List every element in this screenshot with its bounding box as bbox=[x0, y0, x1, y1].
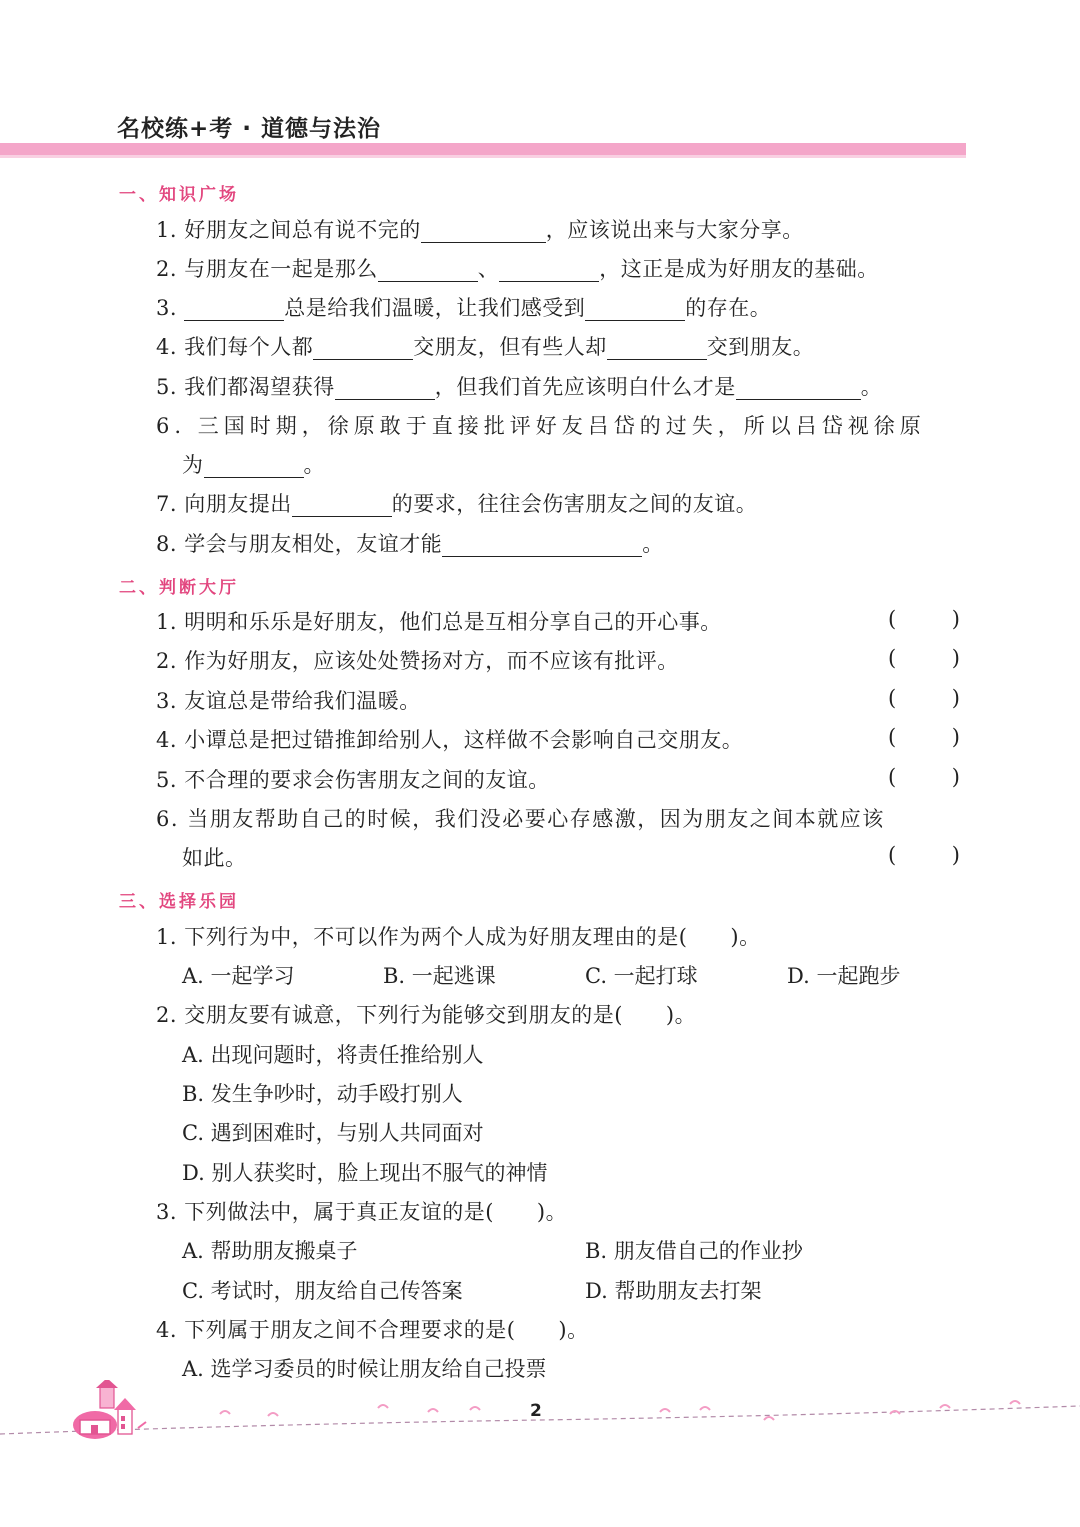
choice-option[interactable]: A. 选学习委员的时候让朋友给自己投票 bbox=[182, 1357, 547, 1381]
fill-question-4: 4. 我们每个人都 交朋友，但有些人却 交到朋友。 bbox=[156, 335, 815, 359]
answer-parentheses[interactable]: ( ) bbox=[888, 843, 960, 867]
fill-question-6: 6. 三国时期，徐原敢于直接批评好友吕岱的过失，所以吕岱视徐原 bbox=[156, 414, 926, 438]
fill-question-2: 2. 与朋友在一起是那么 、 ，这正是成为好朋友的基础。 bbox=[156, 257, 879, 281]
section-title-choice: 三、选择乐园 bbox=[119, 892, 239, 912]
header-bar bbox=[0, 143, 966, 158]
fill-question-3: 3. 总是给我们温暖，让我们感受到 的存在。 bbox=[156, 296, 772, 320]
fill-question-7: 7. 向朋友提出 的要求，往往会伤害朋友之间的友谊。 bbox=[156, 492, 758, 516]
answer-parentheses[interactable]: ( ) bbox=[888, 646, 960, 670]
fill-question-1: 1. 好朋友之间总有说不完的 ，应该说出来与大家分享。 bbox=[156, 218, 804, 242]
house-icon bbox=[73, 1380, 146, 1439]
choice-question-1: 1. 下列行为中，不可以作为两个人成为好朋友理由的是( )。 bbox=[156, 925, 761, 949]
answer-blank[interactable] bbox=[204, 453, 304, 478]
answer-blank[interactable] bbox=[442, 532, 642, 557]
answer-blank[interactable] bbox=[607, 335, 707, 360]
judge-question-6: 6. 当朋友帮助自己的时候，我们没必要心存感激，因为朋友之间本就应该 bbox=[156, 807, 885, 831]
choice-option[interactable]: A. 出现问题时，将责任推给别人 bbox=[182, 1043, 484, 1067]
section-title-knowledge: 一、知识广场 bbox=[119, 185, 239, 205]
page-header-title: 名校练+考 · 道德与法治 bbox=[117, 116, 382, 142]
section-title-judgement: 二、判断大厅 bbox=[119, 578, 239, 598]
choice-option[interactable]: D. 一起跑步 bbox=[787, 964, 901, 988]
fill-question-8: 8. 学会与朋友相处，友谊才能 。 bbox=[156, 532, 664, 556]
page-number: 2 bbox=[530, 1401, 542, 1421]
choice-option[interactable]: D. 别人获奖时，脸上现出不服气的神情 bbox=[182, 1161, 548, 1185]
choice-option[interactable]: D. 帮助朋友去打架 bbox=[585, 1279, 762, 1303]
choice-question-3: 3. 下列做法中，属于真正友谊的是( )。 bbox=[156, 1200, 568, 1224]
answer-parentheses[interactable]: ( ) bbox=[888, 686, 960, 710]
choice-option[interactable]: B. 发生争吵时，动手殴打别人 bbox=[182, 1082, 463, 1106]
judge-question-3: 3. 友谊总是带给我们温暖。 bbox=[156, 689, 421, 713]
answer-parentheses[interactable]: ( ) bbox=[888, 725, 960, 749]
choice-option[interactable]: C. 遇到困难时，与别人共同面对 bbox=[182, 1121, 484, 1145]
answer-blank[interactable] bbox=[736, 375, 861, 400]
answer-parentheses[interactable]: ( ) bbox=[888, 765, 960, 789]
judge-question-6-cont: 如此。 bbox=[182, 846, 247, 870]
answer-blank[interactable] bbox=[292, 492, 392, 517]
fill-question-6-cont: 为 。 bbox=[182, 453, 325, 477]
judge-question-5: 5. 不合理的要求会伤害朋友之间的友谊。 bbox=[156, 768, 550, 792]
judge-question-1: 1. 明明和乐乐是好朋友，他们总是互相分享自己的开心事。 bbox=[156, 610, 722, 634]
answer-blank[interactable] bbox=[378, 257, 478, 282]
answer-blank[interactable] bbox=[499, 257, 599, 282]
judge-question-2: 2. 作为好朋友，应该处处赞扬对方，而不应该有批评。 bbox=[156, 649, 679, 673]
answer-parentheses[interactable]: ( ) bbox=[888, 607, 960, 631]
answer-blank[interactable] bbox=[184, 296, 284, 321]
fill-question-5: 5. 我们都渴望获得 ，但我们首先应该明白什么才是 。 bbox=[156, 375, 883, 399]
choice-option[interactable]: B. 一起逃课 bbox=[383, 964, 496, 988]
answer-blank[interactable] bbox=[585, 296, 685, 321]
choice-option[interactable]: C. 考试时，朋友给自己传答案 bbox=[182, 1279, 463, 1303]
choice-option[interactable]: A. 帮助朋友搬桌子 bbox=[182, 1239, 358, 1263]
judge-question-4: 4. 小谭总是把过错推卸给别人，这样做不会影响自己交朋友。 bbox=[156, 728, 744, 752]
choice-option[interactable]: C. 一起打球 bbox=[585, 964, 698, 988]
choice-question-2: 2. 交朋友要有诚意，下列行为能够交到朋友的是( )。 bbox=[156, 1003, 697, 1027]
answer-blank[interactable] bbox=[335, 375, 435, 400]
choice-option[interactable]: B. 朋友借自己的作业抄 bbox=[585, 1239, 803, 1263]
choice-option[interactable]: A. 一起学习 bbox=[182, 964, 295, 988]
sprout-icon bbox=[220, 1401, 1020, 1420]
choice-question-4: 4. 下列属于朋友之间不合理要求的是( )。 bbox=[156, 1318, 589, 1342]
answer-blank[interactable] bbox=[421, 218, 546, 243]
answer-blank[interactable] bbox=[313, 335, 413, 360]
